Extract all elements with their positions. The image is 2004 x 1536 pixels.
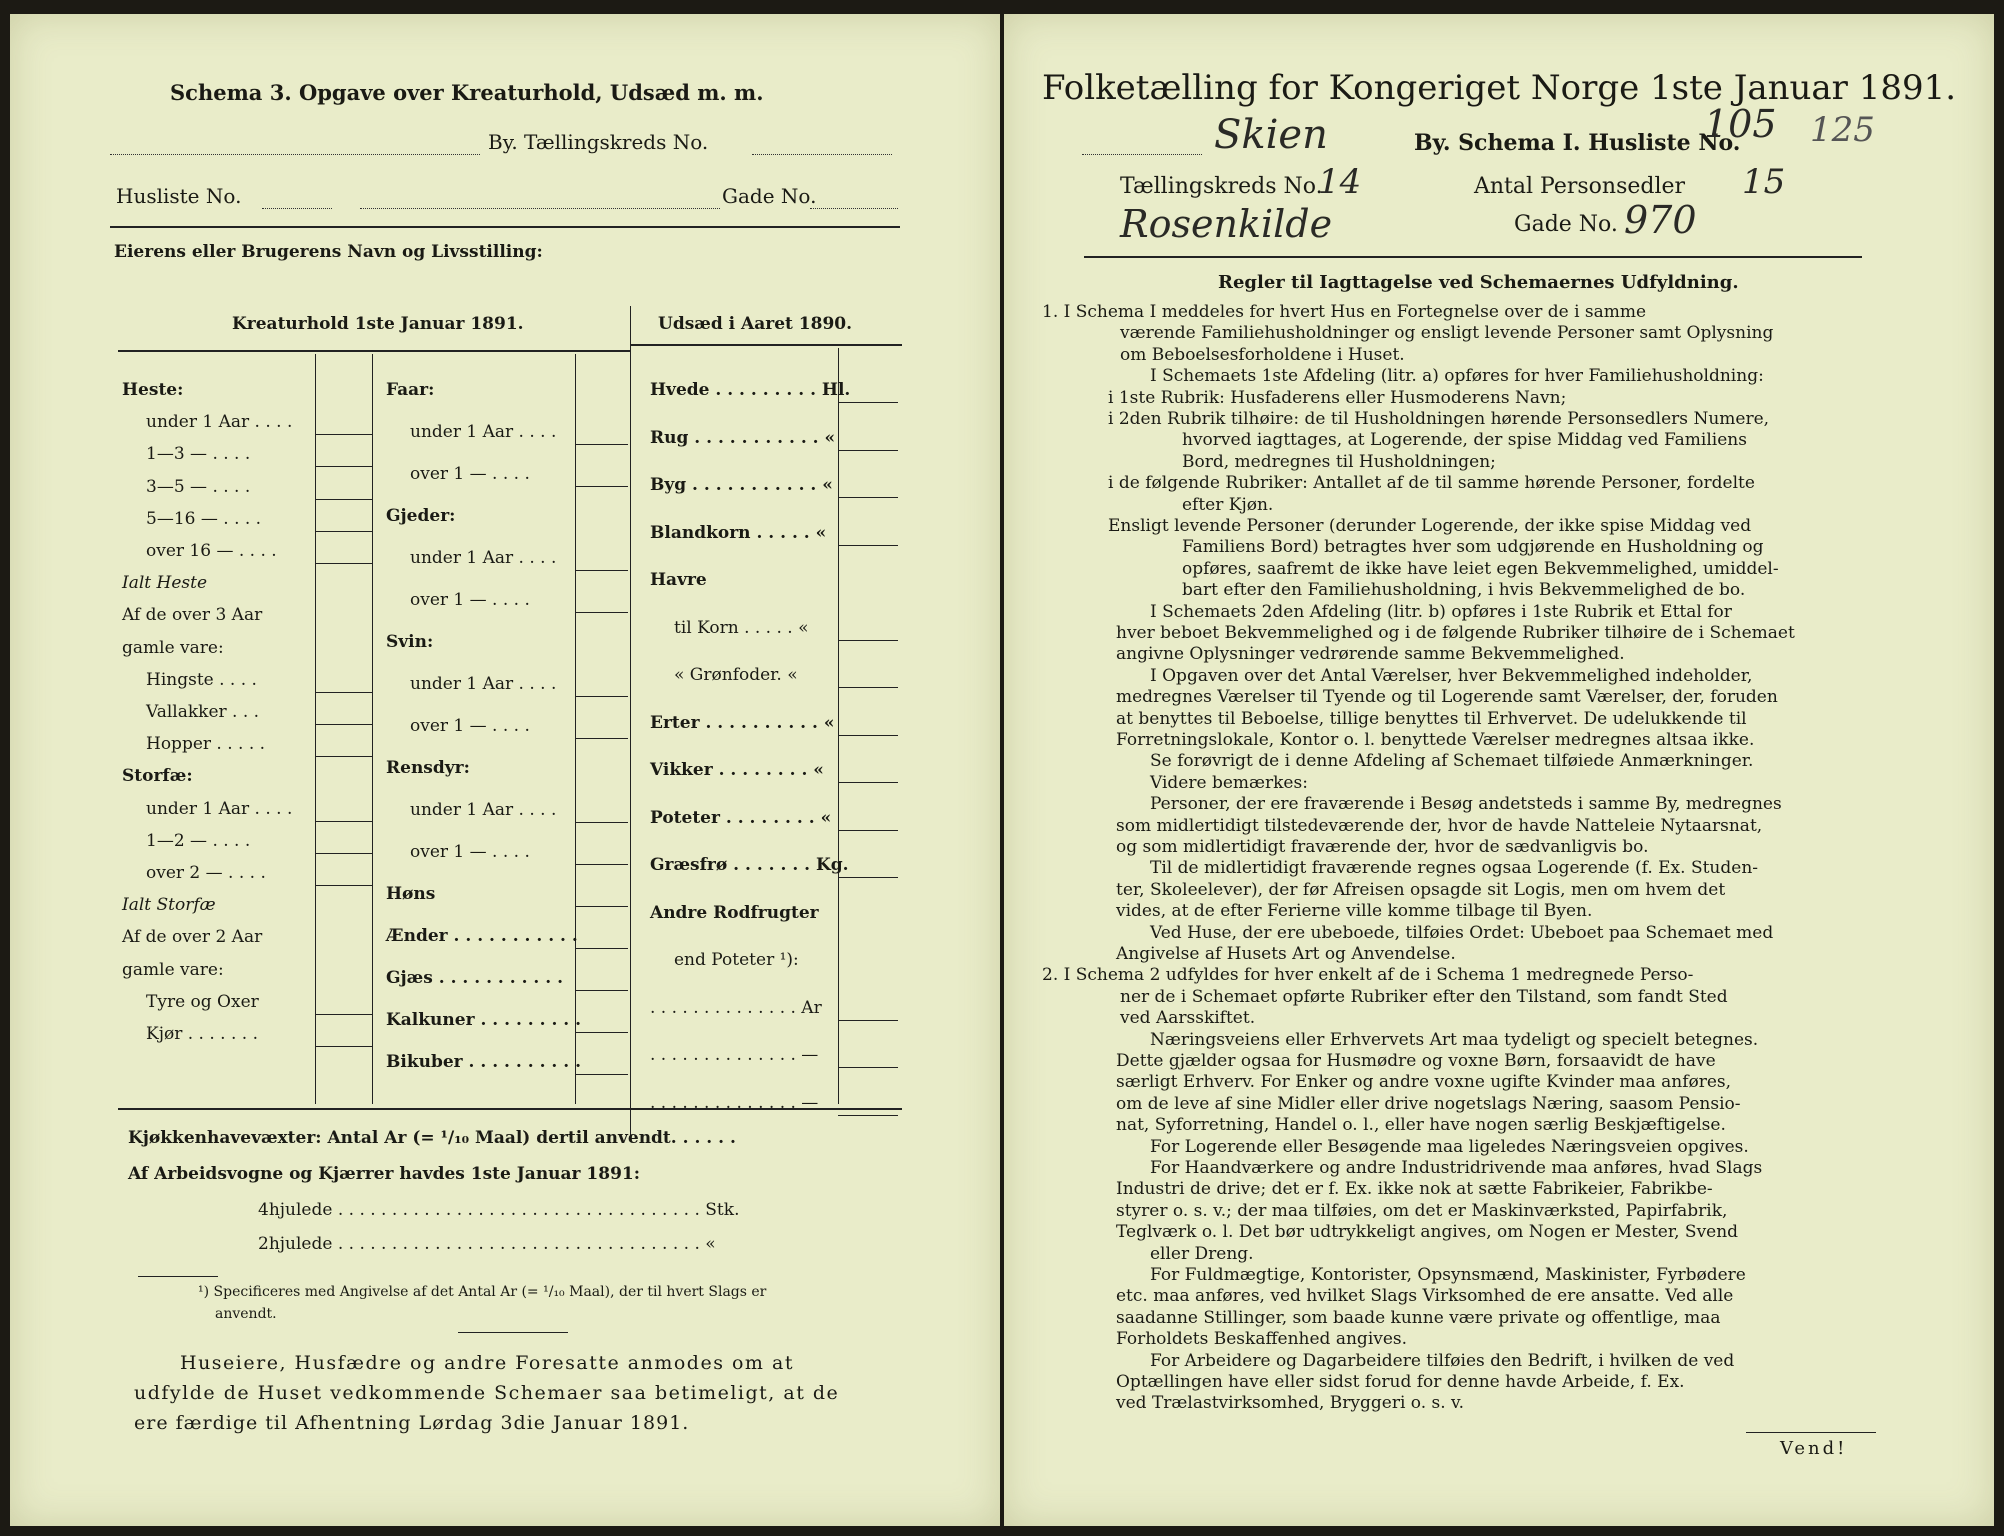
- rule-line: i de følgende Rubriker: Antallet af de til samme hørende Personer, fordelte: [1108, 473, 1755, 494]
- rule-line: efter Kjøn.: [1182, 494, 1274, 515]
- rule-line: Familiens Bord) betragtes hver som udgjørende en Husholdning og: [1182, 537, 1764, 558]
- rule-line: Videre bemærkes:: [1150, 772, 1308, 793]
- col2-item: under 1 Aar . . . .: [410, 800, 557, 820]
- col3-item: Erter . . . . . . . . . . «: [650, 712, 835, 733]
- husliste-label: Husliste No.: [116, 184, 242, 208]
- col1-item: 3—5 — . . . .: [146, 476, 251, 497]
- col1-item: 1—2 — . . . .: [146, 830, 251, 851]
- col3-item: Poteter . . . . . . . . «: [650, 807, 832, 828]
- rule-line: hvorved iagttages, at Logerende, der spise Middag ved Familiens: [1182, 430, 1747, 451]
- col1-item: gamle vare:: [122, 637, 224, 658]
- by-handwritten: Skien: [1214, 112, 1328, 158]
- census-title: Folketælling for Kongeriget Norge 1ste Januar 1891.: [1042, 68, 1957, 108]
- vend-label: Vend!: [1780, 1438, 1848, 1459]
- rule-line: 2. I Schema 2 udfyldes for hver enkelt af de i Schema 1 medregnede Perso-: [1042, 965, 1694, 986]
- rule-line: ter, Skoleelever), der før Afreisen opsagde sit Logis, men om hvem det: [1116, 879, 1726, 900]
- kjokken-line: Kjøkkenhavevæxter: Antal Ar (= ¹/₁₀ Maal) dertil anvendt. . . . . .: [128, 1128, 736, 1148]
- col2-item: Gjeder:: [386, 506, 456, 526]
- col3-item: . . . . . . . . . . . . . . —: [650, 1045, 819, 1065]
- col1-item: Storfæ:: [122, 766, 193, 787]
- col2-item: under 1 Aar . . . .: [410, 674, 557, 694]
- rule-line: styrer o. s. v.; der maa tilføies, om det er Maskinværksted, Papirfabrik,: [1116, 1200, 1728, 1221]
- to-hjulede: 2hjulede . . . . . . . . . . . . . . . . . . . . . . . . . . . . . . . . . . «: [258, 1234, 716, 1254]
- col3-item: Græsfrø . . . . . . . Kg.: [650, 855, 849, 875]
- col3-item: Byg . . . . . . . . . . . «: [650, 475, 833, 495]
- rule-line: i 1ste Rubrik: Husfaderens eller Husmoderens Navn;: [1108, 387, 1567, 408]
- gade-no-handwritten: 970: [1624, 198, 1697, 242]
- col2-item: Svin:: [386, 632, 434, 652]
- udsaed-head: Udsæd i Aaret 1890.: [658, 314, 853, 334]
- footnote-1: ¹) Specificeres med Angivelse af det Antal Ar (= ¹/₁₀ Maal), der til hvert Slags er: [198, 1284, 767, 1300]
- rule-line: 1. I Schema I meddeles for hvert Hus en Fortegnelse over de i samme: [1042, 302, 1647, 322]
- left-page: [10, 14, 1000, 1526]
- rule-line: Ensligt levende Personer (derunder Logerende, der ikke spise Middag ved: [1108, 516, 1752, 536]
- rule-line: ner de i Schemaet opførte Rubriker efter den Tilstand, som fandt Sted: [1120, 986, 1728, 1007]
- col3-item: Hvede . . . . . . . . . Hl.: [650, 380, 851, 400]
- rule-line: Til de midlertidigt fraværende regnes ogsaa Logerende (f. Ex. Studen-: [1150, 858, 1759, 879]
- col1-item: gamle vare:: [122, 959, 224, 980]
- rule-line: opføres, saafremt de ikke have leiet egen Bekvemmelighed, umiddel-: [1182, 558, 1779, 579]
- col3-item: Havre: [650, 570, 707, 590]
- col3-item: . . . . . . . . . . . . . . —: [650, 1092, 819, 1113]
- by-line: By. Tællingskreds No.: [488, 130, 709, 154]
- closing-3: ere færdige til Afhentning Lørdag 3die Januar 1891.: [134, 1412, 690, 1434]
- antal-handwritten: 15: [1742, 162, 1786, 202]
- rule-line: saadanne Stillinger, som baade kunne være private og offentlige, maa: [1116, 1307, 1721, 1328]
- closing-2: udfylde de Huset vedkommende Schemaer saa betimeligt, at de: [134, 1382, 840, 1404]
- col2-item: over 1 — . . . .: [410, 842, 530, 862]
- rule-line: I Schemaets 1ste Afdeling (litr. a) opføres for hver Familiehusholdning:: [1150, 366, 1764, 387]
- rule-line: Angivelse af Husets Art og Anvendelse.: [1116, 944, 1456, 964]
- rule-line: vides, at de efter Ferierne ville komme tilbage til Byen.: [1116, 901, 1593, 922]
- rule-line: ved Trælastvirksomhed, Bryggeri o. s. v.: [1116, 1393, 1465, 1414]
- rule-line: hver beboet Bekvemmelighed og i de følgende Rubriker tilhøire de i Schemaet: [1116, 623, 1795, 643]
- rule-line: Bord, medregnes til Husholdningen;: [1182, 451, 1496, 472]
- col2-item: Faar:: [386, 380, 435, 400]
- rule-line: som midlertidigt tilstedeværende der, hvor de havde Natteleie Nytaarsnat,: [1116, 815, 1763, 836]
- col1-item: over 2 — . . . .: [146, 863, 266, 883]
- col1-item: under 1 Aar . . . .: [146, 412, 293, 433]
- rule-line: bart efter den Familiehusholdning, i hvis Bekvemmelighed de bo.: [1182, 580, 1746, 601]
- rule-line: nat, Syforretning, Handel o. l., eller have nogen særlig Beskjæftigelse.: [1116, 1115, 1726, 1136]
- rule-line: I Schemaets 2den Afdeling (litr. b) opføres i 1ste Rubrik et Ettal for: [1150, 601, 1732, 622]
- rule-line: Dette gjælder ogsaa for Husmødre og voxne Børn, forsaavidt de have: [1116, 1051, 1716, 1071]
- rule-line: Personer, der ere fraværende i Besøg andetsteds i samme By, medregnes: [1150, 794, 1782, 815]
- col1-item: Hopper . . . . .: [146, 734, 266, 755]
- col2-item: Bikuber . . . . . . . . . .: [386, 1052, 581, 1072]
- antal-label: Antal Personsedler: [1474, 174, 1686, 199]
- col3-item: til Korn . . . . . «: [674, 617, 809, 638]
- col1-item: over 16 — . . . .: [146, 541, 277, 561]
- regler-title: Regler til Iagttagelse ved Schemaernes Udfyldning.: [1218, 272, 1739, 293]
- col3-item: Andre Rodfrugter: [650, 902, 819, 923]
- rule-line: medregnes Værelser til Tyende og til Logerende samt Værelser, der, foruden: [1116, 687, 1778, 708]
- rule-line: i 2den Rubrik tilhøire: de til Husholdningen hørende Personsedlers Numere,: [1108, 409, 1770, 429]
- rule-line: Forholdets Beskaffenhed angives.: [1116, 1329, 1408, 1350]
- rule-line: eller Dreng.: [1150, 1243, 1254, 1264]
- gade-handwritten: Rosenkilde: [1120, 202, 1333, 246]
- rule-line: etc. maa anføres, ved hvilket Slags Virksomhed de ere ansatte. Ved alle: [1116, 1286, 1734, 1307]
- footnote-2: anvendt.: [215, 1306, 277, 1322]
- schema3-title: Schema 3. Opgave over Kreaturhold, Udsæd m. m.: [170, 80, 764, 105]
- kreatur-head: Kreaturhold 1ste Januar 1891.: [232, 314, 524, 334]
- rule-line: Industri de drive; det er f. Ex. ikke nok at sætte Fabrikeier, Fabrikbe-: [1116, 1179, 1713, 1200]
- col2-item: under 1 Aar . . . .: [410, 422, 557, 442]
- col1-item: under 1 Aar . . . .: [146, 798, 293, 819]
- col2-item: Ænder . . . . . . . . . . .: [386, 926, 578, 946]
- rule-line: I Opgaven over det Antal Værelser, hver Bekvemmelighed indeholder,: [1150, 665, 1753, 686]
- col1-item: Kjør . . . . . . .: [146, 1024, 258, 1044]
- col2-item: over 1 — . . . .: [410, 464, 530, 484]
- taellingskreds-label: Tællingskreds No.: [1120, 174, 1323, 199]
- col3-item: Rug . . . . . . . . . . . «: [650, 427, 836, 448]
- col2-item: Kalkuner . . . . . . . . .: [386, 1010, 582, 1030]
- husliste-handwritten: 105: [1704, 102, 1777, 146]
- rule-line: at benyttes til Beboelse, tillige benyttes til Erhvervet. De udelukkende til: [1116, 708, 1747, 729]
- schema1-by-label: By. Schema I. Husliste No.: [1414, 130, 1741, 156]
- col3-item: . . . . . . . . . . . . . . Ar: [650, 997, 822, 1018]
- rule-line: Teglværk o. l. Det bør udtrykkeligt angives, om Nogen er Mester, Svend: [1116, 1222, 1739, 1243]
- fire-hjulede: 4hjulede . . . . . . . . . . . . . . . . . . . . . . . . . . . . . . . . . . Stk.: [258, 1200, 740, 1220]
- col1-item: 5—16 — . . . .: [146, 508, 262, 529]
- taellingskreds-handwritten: 14: [1318, 162, 1362, 202]
- rule-line: Se forøvrigt de i denne Afdeling af Schemaet tilføiede Anmærkninger.: [1150, 751, 1754, 772]
- eier-label: Eierens eller Brugerens Navn og Livsstilling:: [114, 242, 543, 262]
- right-page: [1004, 14, 1994, 1526]
- col1-item: Af de over 3 Aar: [122, 605, 263, 626]
- rule-line: om Beboelsesforholdene i Huset.: [1120, 344, 1405, 365]
- col1-item: Ialt Storfæ: [122, 895, 216, 916]
- rule-line: Ved Huse, der ere ubeboede, tilføies Ordet: Ubeboet paa Schemaet med: [1150, 922, 1774, 943]
- col3-item: Blandkorn . . . . . «: [650, 522, 827, 543]
- col1-item: 1—3 — . . . .: [146, 444, 251, 465]
- rule-line: Forretningslokale, Kontor o. l. benyttede Værelser medregnes altsaa ikke.: [1116, 730, 1755, 750]
- rule-line: For Logerende eller Besøgende maa ligeledes Næringsveien opgives.: [1150, 1136, 1749, 1157]
- col1-item: Heste:: [122, 380, 184, 400]
- col1-item: Vallakker . . .: [146, 702, 260, 722]
- col1-item: Tyre og Oxer: [146, 991, 259, 1012]
- rule-line: værende Familiehusholdninger og ensligt levende Personer samt Oplysning: [1120, 323, 1774, 344]
- col2-item: under 1 Aar . . . .: [410, 548, 557, 568]
- husliste-handwritten-2: 125: [1810, 110, 1875, 150]
- col2-item: over 1 — . . . .: [410, 716, 530, 736]
- gade-no-label: Gade No.: [1514, 212, 1618, 237]
- col3-item: Vikker . . . . . . . . «: [650, 760, 824, 780]
- rule-line: særligt Erhverv. For Enker og andre voxne ugifte Kvinder maa anføres,: [1116, 1072, 1732, 1093]
- rule-line: angivne Oplysninger vedrørende samme Bekvemmelighed.: [1116, 644, 1625, 665]
- rule-line: Næringsveiens eller Erhvervets Art maa tydeligt og specielt betegnes.: [1150, 1029, 1759, 1050]
- rule-line: ved Aarsskiftet.: [1120, 1008, 1256, 1029]
- arbeids-line: Af Arbeidsvogne og Kjærrer havdes 1ste Januar 1891:: [128, 1164, 641, 1184]
- col2-item: Gjæs . . . . . . . . . . .: [386, 968, 564, 988]
- rule-line: For Haandværkere og andre Industridrivende maa anføres, hvad Slags: [1150, 1158, 1763, 1178]
- col1-item: Ialt Heste: [122, 573, 208, 594]
- rule-line: og som midlertidigt fraværende der, hvor de sædvanligvis bo.: [1116, 837, 1649, 857]
- closing-1: Huseiere, Husfædre og andre Foresatte anmodes om at: [180, 1352, 794, 1374]
- col1-item: Af de over 2 Aar: [122, 927, 263, 948]
- rule-line: om de leve af sine Midler eller drive nogetslags Næring, saasom Pensio-: [1116, 1093, 1741, 1114]
- gade-label: Gade No.: [722, 184, 817, 208]
- rule-line: For Fuldmægtige, Kontorister, Opsynsmænd, Maskinister, Fyrbødere: [1150, 1265, 1746, 1285]
- rule-line: Optællingen have eller sidst forud for denne havde Arbeide, f. Ex.: [1116, 1372, 1685, 1392]
- col1-item: Hingste . . . .: [146, 669, 257, 690]
- col3-item: end Poteter ¹):: [674, 950, 799, 970]
- col3-item: « Grønfoder. «: [674, 665, 798, 685]
- col2-item: over 1 — . . . .: [410, 590, 530, 610]
- rule-line: For Arbeidere og Dagarbeidere tilføies den Bedrift, i hvilken de ved: [1150, 1350, 1735, 1371]
- col2-item: Høns: [386, 884, 436, 904]
- col2-item: Rensdyr:: [386, 758, 470, 778]
